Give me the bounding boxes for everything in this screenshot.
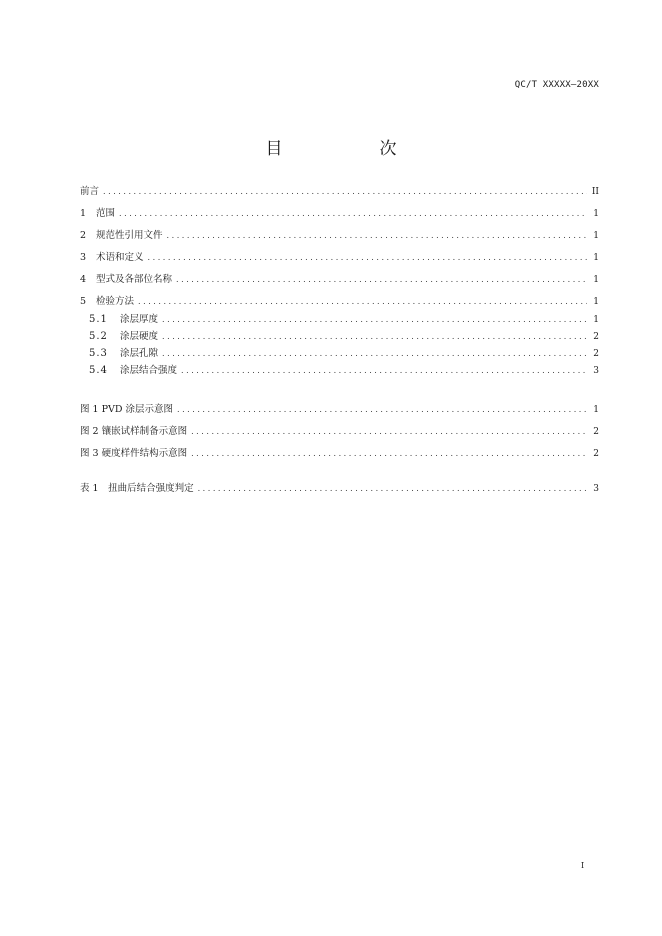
toc-entry-page: 2 — [593, 332, 599, 342]
toc-entry-page: 1 — [593, 209, 599, 219]
toc-entry-number: 1 — [80, 208, 87, 219]
leader-dots — [162, 332, 587, 341]
toc-entry-number: 5 — [80, 296, 87, 307]
table-entry-page: 3 — [593, 484, 599, 494]
toc-entry-label: 涂层厚度 — [120, 314, 159, 325]
leader-dots — [181, 366, 587, 375]
figure-entry-2[interactable] — [80, 423, 599, 437]
leader-dots — [162, 349, 587, 358]
leader-dots — [177, 405, 587, 414]
leader-dots — [167, 231, 587, 240]
figure-entry-3[interactable] — [80, 445, 599, 459]
toc-entry-label: 术语和定义 — [96, 252, 144, 263]
figure-entry-page: 1 — [593, 405, 599, 415]
toc-entry-page: 2 — [593, 349, 599, 359]
figure-entry-1[interactable] — [80, 401, 599, 415]
figure-entry-page: 2 — [593, 449, 599, 459]
figure-entry-label: 图 2 镶嵌试样制备示意图 — [80, 426, 188, 437]
toc-entry-page: 1 — [593, 297, 599, 307]
toc-entry-page: 1 — [593, 275, 599, 285]
toc-entry-coating-hardness[interactable] — [80, 328, 599, 342]
toc-entry-number: 5.2 — [89, 331, 108, 342]
table-entry-label: 表 1 扭曲后结合强度判定 — [80, 483, 194, 494]
toc-entry-label: 前言 — [80, 186, 100, 197]
toc-entry-terms-definitions[interactable] — [80, 249, 599, 263]
toc-entry-number: 2 — [80, 230, 87, 241]
toc-entry-page: 1 — [593, 253, 599, 263]
standard-code: QC/T XXXXX—20XX — [514, 80, 599, 90]
leader-dots — [198, 484, 587, 493]
figure-entry-label: 图 3 硬度样件结构示意图 — [80, 448, 188, 459]
toc-entry-foreword[interactable] — [80, 183, 599, 197]
page-title: 目 次 — [265, 139, 437, 159]
leader-dots — [148, 253, 587, 262]
toc-entry-page: II — [591, 187, 599, 197]
toc-entry-number: 4 — [80, 274, 87, 285]
toc-entry-page: 3 — [593, 366, 599, 376]
leader-dots — [191, 427, 587, 436]
toc-entry-number: 5.4 — [89, 365, 108, 376]
toc-entry-label: 型式及各部位名称 — [96, 274, 173, 285]
figure-entry-label: 图 1 PVD 涂层示意图 — [80, 404, 173, 415]
toc-entry-label: 涂层硬度 — [120, 331, 159, 342]
toc-entry-coating-adhesion[interactable] — [80, 362, 599, 376]
toc-entry-label: 涂层孔隙 — [120, 348, 159, 359]
toc-entry-label: 涂层结合强度 — [120, 365, 178, 376]
table-entry-1[interactable] — [80, 480, 599, 494]
toc-entry-normative-references[interactable] — [80, 227, 599, 241]
toc-entry-coating-porosity[interactable] — [80, 345, 599, 359]
leader-dots — [119, 209, 587, 218]
leader-dots — [103, 187, 587, 196]
page-number: I — [581, 861, 585, 870]
toc-entry-label: 规范性引用文件 — [96, 230, 163, 241]
toc-entry-number: 3 — [80, 252, 87, 263]
toc-entry-label: 检验方法 — [96, 296, 135, 307]
toc-entry-types-part-names[interactable] — [80, 271, 599, 285]
toc-entry-number: 5.1 — [89, 314, 108, 325]
toc-entry-number: 5.3 — [89, 348, 108, 359]
leader-dots — [191, 449, 587, 458]
toc-entry-test-methods[interactable] — [80, 293, 599, 307]
figure-entry-page: 2 — [593, 427, 599, 437]
leader-dots — [138, 297, 587, 306]
toc-entry-page: 1 — [593, 315, 599, 325]
leader-dots — [162, 315, 587, 324]
toc-entry-label: 范围 — [96, 208, 116, 219]
toc-entry-scope[interactable] — [80, 205, 599, 219]
toc-entry-page: 1 — [593, 231, 599, 241]
toc-entry-coating-thickness[interactable] — [80, 311, 599, 325]
leader-dots — [176, 275, 587, 284]
